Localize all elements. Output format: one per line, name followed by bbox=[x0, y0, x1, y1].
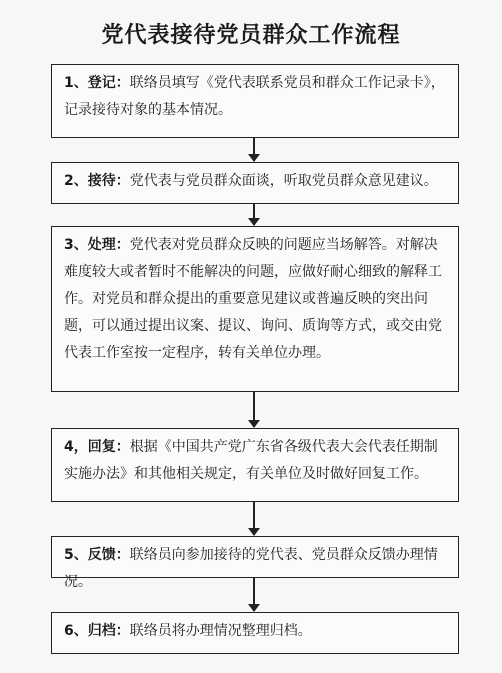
step-3-box bbox=[51, 226, 459, 392]
step-6-label: 6、归档： bbox=[64, 623, 130, 639]
step-5-box bbox=[51, 536, 459, 590]
step-6-text: 联络员将办理情况整理归档。 bbox=[129, 623, 312, 639]
arrow-3-4 bbox=[248, 392, 260, 428]
arrow-4-5 bbox=[248, 502, 260, 536]
step-3-label: 3、处理： bbox=[64, 237, 130, 253]
step-4-box bbox=[51, 428, 459, 502]
step-2-text: 党代表与党员群众面谈，听取党员群众意见建议。 bbox=[129, 173, 438, 189]
step-4-label: 4，回复： bbox=[64, 439, 130, 455]
page-title: 党代表接待党员群众工作流程 bbox=[101, 23, 401, 48]
step-5-text: 联络员向参加接待的党代表、党员群众反馈办理情况。 bbox=[64, 547, 438, 590]
step-4-text: 根据《中国共产党广东省各级代表大会代表任期制实施办法》和其他相关规定，有关单位及时做好回复工作。 bbox=[64, 439, 438, 482]
step-2-label: 2、接待： bbox=[64, 173, 130, 189]
step-1-text: 联络员填写《党代表联系党员和群众工作记录卡》，记录接待对象的基本情况。 bbox=[64, 75, 445, 118]
arrow-2-3 bbox=[248, 204, 260, 226]
step-5-label: 5、反馈： bbox=[64, 547, 130, 563]
step-1-label: 1、登记： bbox=[64, 75, 130, 91]
step-3-text: 党代表对党员群众反映的问题应当场解答。对解决难度较大或者暂时不能解决的问题，应做好耐心细致的解释工作。对党员和群众提出的重要意见建议或普遍反映的突出问题，可以通过提出议案、提议、询问、质询等方式，或交由党代表工作室按一定程序，转有关单位办理。 bbox=[64, 237, 442, 361]
step-2-box bbox=[51, 162, 459, 204]
step-1-box bbox=[51, 64, 459, 138]
arrow-1-2 bbox=[248, 138, 260, 162]
arrow-5-6 bbox=[248, 578, 260, 612]
step-6-box bbox=[51, 612, 459, 654]
